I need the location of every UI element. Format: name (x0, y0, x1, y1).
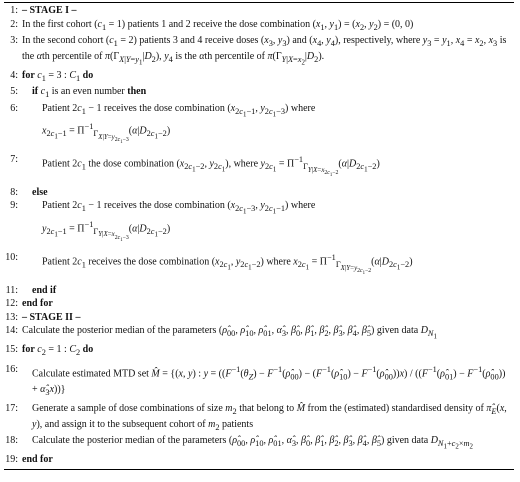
stage-heading: – STAGE II – (22, 311, 81, 323)
algorithm-line (4, 435, 514, 453)
line-number: 3: (10, 35, 18, 46)
line-number: 11: (5, 284, 18, 296)
algorithm-line (4, 103, 514, 150)
algorithm-line (4, 454, 514, 467)
step-text: Patient $2c_1$ the dose combination ($x_{2c_1-2}$, $y_{2c_1}$), where $y_{2c_1} = \Pi^{-1}_{\Gamma_{Y|X=x_{2c_1-2}}}(\alpha|D_{2c_1-2})$ (42, 154, 380, 179)
algorithm-line (4, 344, 514, 360)
algorithm-line (4, 19, 514, 35)
step-text: for $c_1 = 3$ : $C_1$ do (22, 69, 94, 83)
stage-heading: – STAGE I – (22, 5, 77, 16)
step-text: Patient $2c_1$ receives the dose combination ($x_{2c_1}$, $y_{2c_1-2}$) where $x_{2c_1} = \Pi^{-1}_{\Gamma_{X|Y=y_{2c_1-2}}}(\alpha|D_{2c_1-2})$ (42, 252, 413, 277)
algorithm-line (4, 298, 514, 311)
step-text: Patient $2c_1 - 1$ receives the dose combination ($x_{2c_1-3}$, $y_{2c_1-1}$) where $y_{2c_1-1} = \Pi^{-1}_{\Gamma_{Y|X=x_{2c_1-3}}}(\alpha|D_{2c_1-2})$ (42, 200, 316, 244)
step-text: Generate a sample of dose combinations of size $m_2$ that belong to M̂ from the (estimated) standardised density of $\pî_E(x$, y), and assign it to the subsequent cohort of $m_2$ patients (32, 403, 507, 432)
algorithm-line (4, 285, 514, 298)
algorithm-line (4, 325, 514, 343)
step-text: if $c_1$ is an even number then (32, 86, 147, 100)
step-text: end for (22, 298, 53, 310)
line-number: 13: (5, 311, 18, 323)
line-number: 17: (5, 403, 18, 415)
step-text: Patient $2c_1 - 1$ receives the dose combination ($x_{2c_1-1}$, $y_{2c_1-3}$) where $x_{2c_1-1} = \Pi^{-1}_{\Gamma_{X|Y=y_{2c_1-3}}}(\alpha|D_{2c_1-2})$ (42, 102, 316, 146)
line-number: 12: (5, 298, 18, 310)
line-number: 14: (5, 325, 18, 337)
algorithm-line (4, 252, 514, 281)
algorithm-line (4, 35, 514, 69)
algorithm-line (4, 312, 514, 325)
line-number: 2: (10, 18, 18, 30)
algorithm-line (4, 364, 514, 399)
algorithm-line (4, 70, 514, 86)
line-number: 4: (10, 69, 18, 81)
algorithm-line (4, 200, 514, 247)
algorithm-line (4, 403, 514, 434)
algorithm-line (4, 86, 514, 102)
line-number: 10: (5, 251, 18, 263)
line-number: 16: (5, 363, 18, 375)
algorithm-line (4, 5, 514, 18)
step-text: end for (22, 454, 53, 466)
algorithm-line (4, 187, 514, 200)
line-number: 7: (10, 153, 18, 165)
step-text: for $c_2 = 1$ : $C_2$ do (22, 344, 94, 358)
line-number: 18: (5, 435, 18, 447)
step-text: In the first cohort $(c_1 = 1)$ patients 1 and 2 receive the dose combination ($x_1$, $y_1) = (x_2$, $y_2) = (0$, 0) (22, 18, 414, 32)
line-number: 9: (10, 200, 18, 212)
algorithm-line (4, 154, 514, 183)
line-number: 8: (10, 186, 18, 198)
line-number: 6: (10, 102, 18, 114)
step-text: end if (32, 284, 57, 296)
step-text: Calculate the posterior median of the parameters ($\rhô_{00}$, $\rhô_{10}$, $\rhô_{01}$, $\alphâ_3$, $\betâ_0$, $\betâ_1$, $\betâ_2$, $\betâ_3$, $\betâ_4$, $\betâ_5$) given data $D_{N_1+c_2\times m_2}$ (32, 435, 474, 451)
step-text: else (32, 186, 48, 198)
step-text: In the second cohort $(c_1 = 2)$ patients 3 and 4 receive doses ($x_3$, $y_3$) and ($x_4$, $y_4$), respectively, where $y_3 = y_1$, $x_4 = x_2$, $x_3$ is the αth percentile of $\pi(\Gamma_{X|Y=y_1}|D_2)$, $y_4$ is the αth percentile of $\pi(\Gamma_{Y|X=x_2}|D_2)$. (22, 35, 507, 67)
line-number: 15: (5, 344, 18, 356)
step-text: Calculate the posterior median of the parameters ($\rhô_{00}$, $\rhô_{10}$, $\rhô_{01}$, $\alphâ_3$, $\betâ_0$, $\betâ_1$, $\betâ_2$, $\betâ_3$, $\betâ_4$, $\betâ_5$) given data $D_{N_1}$ (22, 325, 437, 341)
line-number: 1: (10, 5, 18, 16)
line-number: 5: (10, 86, 18, 98)
algorithm-box (4, 2, 514, 470)
step-text: Calculate estimated MTD set M̂ = {(x, y) : $y = ((F^{-1}(\theta_Z)$ − $F^{-1}(\rhô_{00})$ − ($F^{-1}(\rhô_{10})$ − $F^{-1}(\rhô_{00}))x$) / (($F^{-1}(\rhô_{01})$ − $F^{-1}(\rhô_{00})$) + $\alphâ_3x$))} (32, 364, 506, 397)
line-number: 19: (5, 454, 18, 466)
